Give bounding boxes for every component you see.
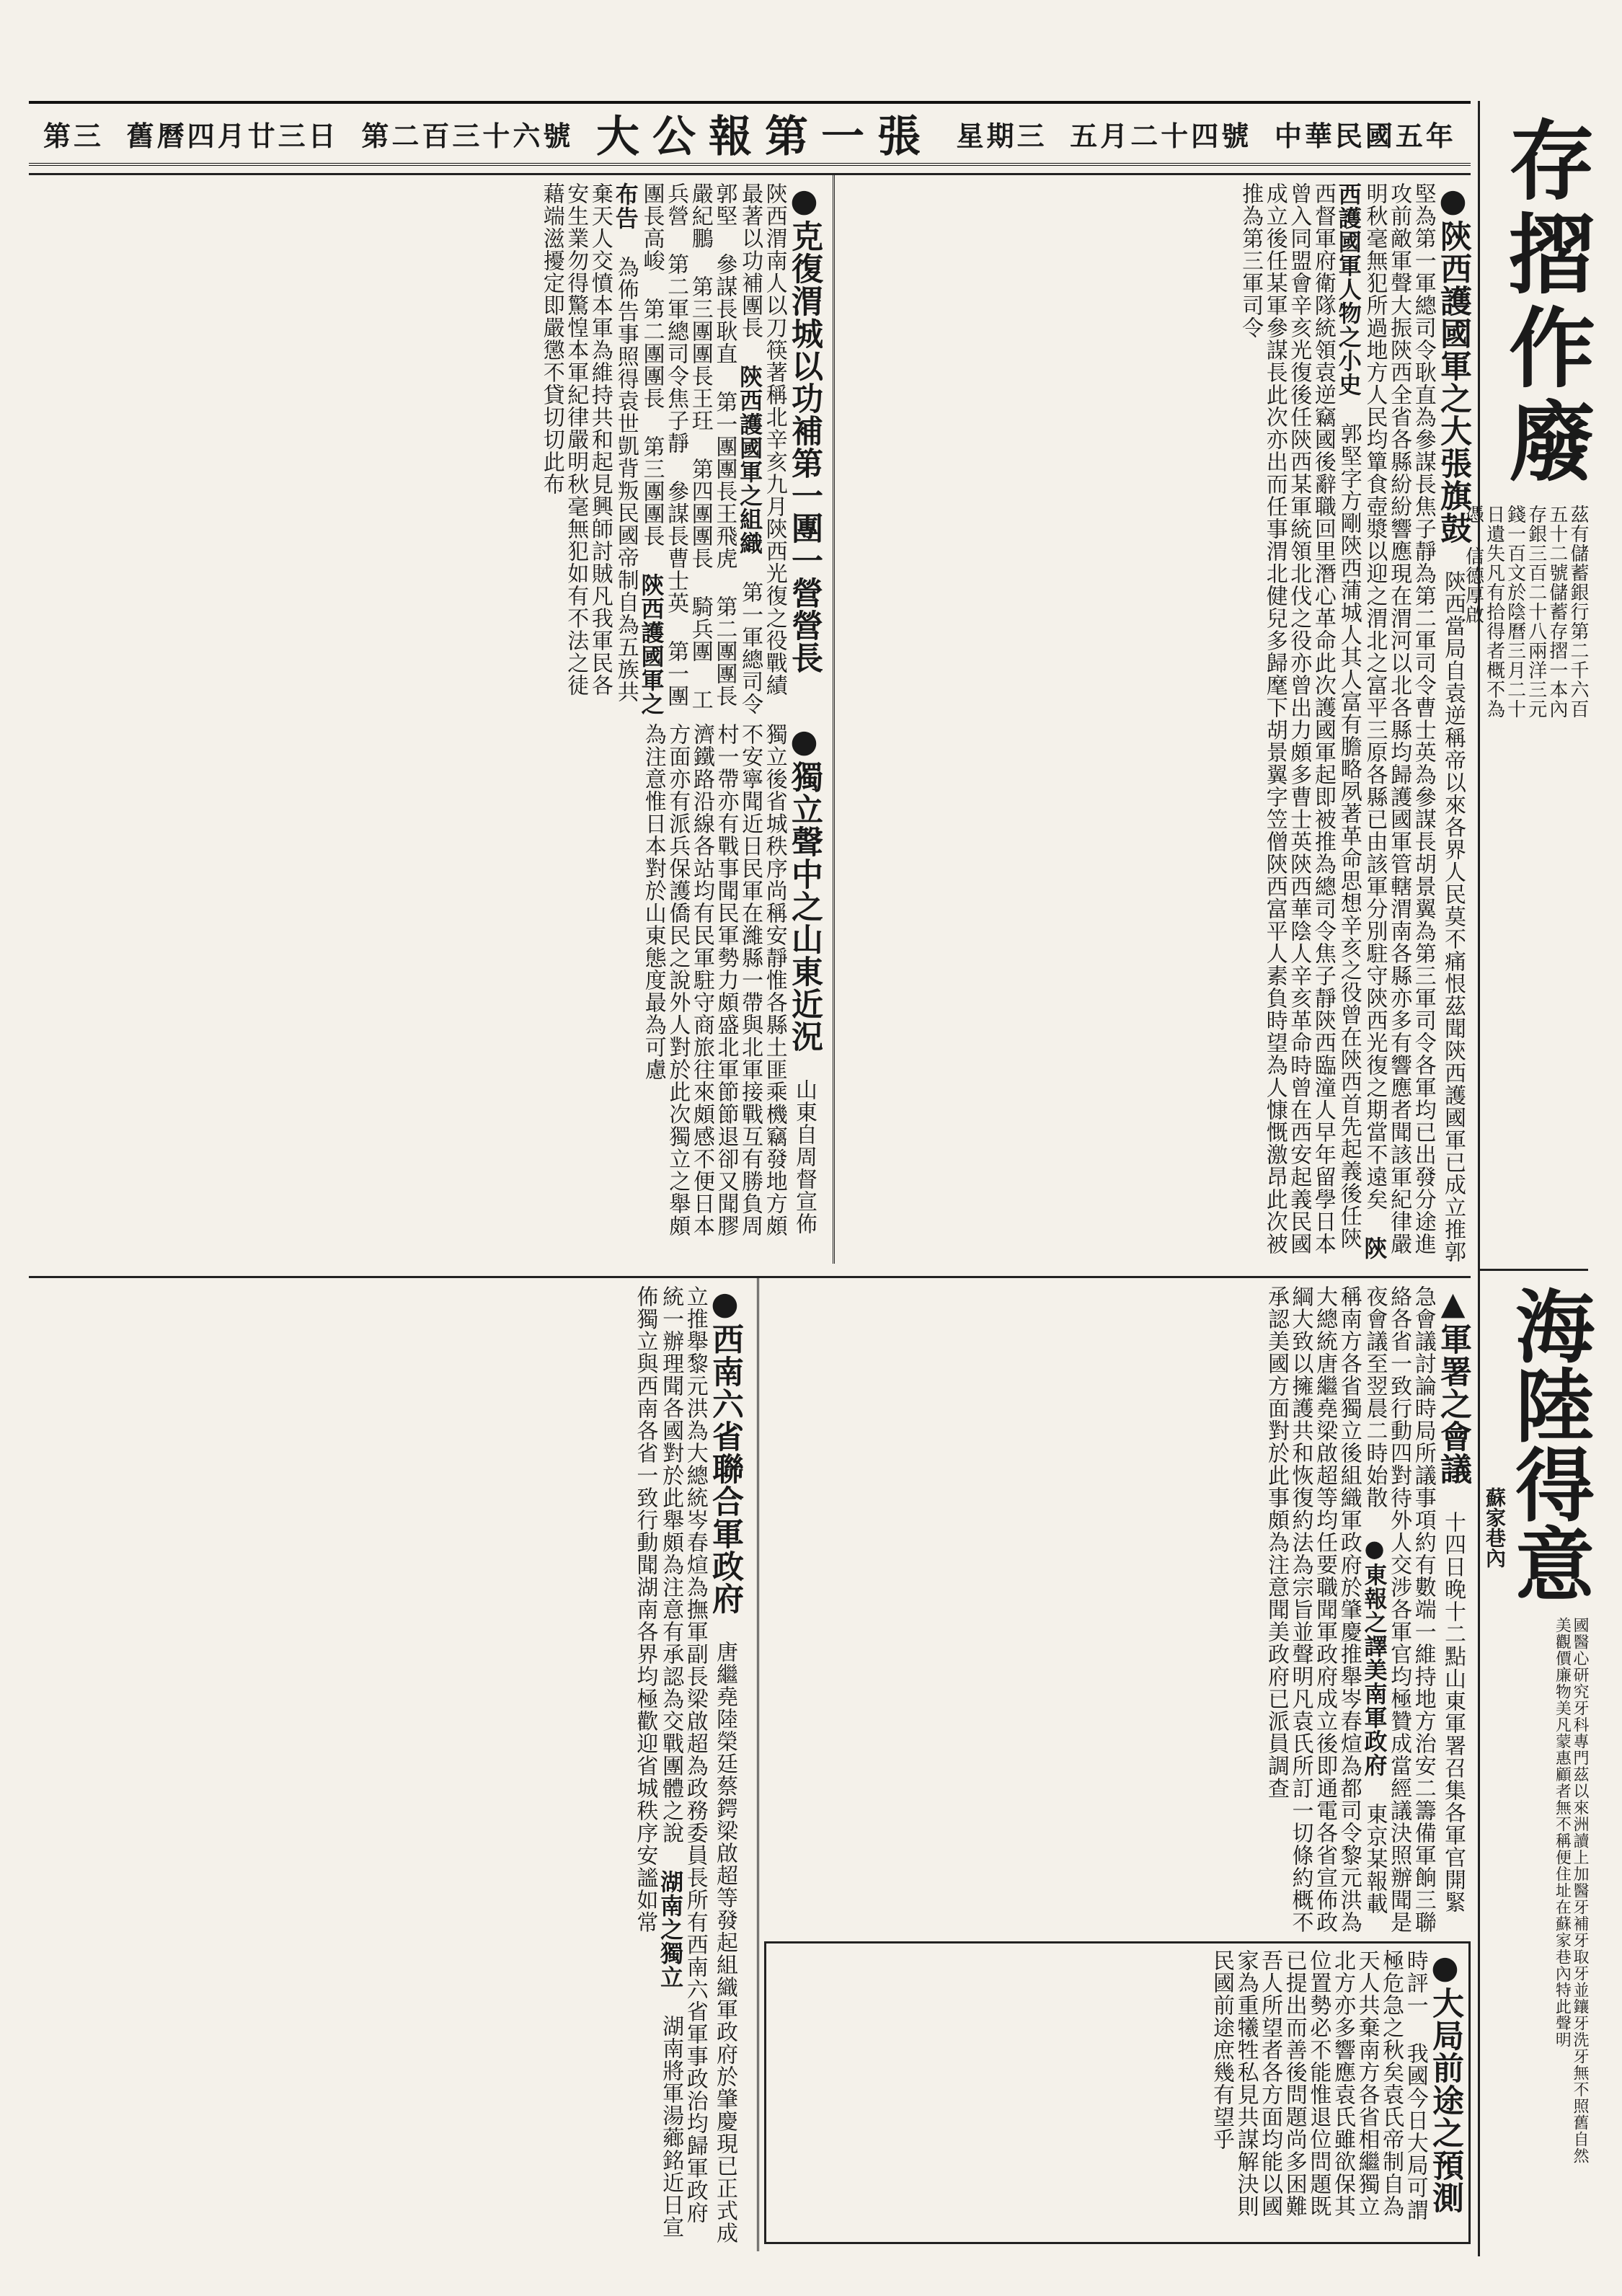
article-promotion — [29, 182, 822, 716]
body-proclamation: 為佈告事照得袁世凱背叛民國帝制自為五族共棄天人交憤本軍為維持共和起見興師討賊凡我軍民各安生業勿得驚惶本軍紀律嚴明秋毫無犯如有不法之徒藉端滋擾定即嚴懲不貸切切此布 — [539, 182, 639, 703]
lower-band — [29, 1276, 1471, 2259]
body-shaanxi: 陝西當局自袁逆稱帝以來各界人民莫不痛恨茲聞陝西護國軍已成立推郭堅為第一軍總司令耿直為參謀長焦子靜為第二軍司令曹士英為參謀長胡景翼為第三軍司令各軍均已出發分途進攻前敵軍聲大振陝西全省各縣紛紛響應現在渭河以北各縣均歸護國軍管轄渭南各縣亦多有響應者聞該軍紀律嚴明秋毫無犯所過地方人民均簞食壺漿以迎之渭北之富平三原各縣已由該軍分別駐守陝西光復之期當不遠矣 — [1362, 182, 1466, 1263]
body-shandong: 山東自周督宣佈獨立後省城秩序尚稱安靜惟各縣土匪乘機竊發地方頗不安寧聞近日民軍在濰縣一帶與北軍接戰互有勝負周村一帶亦有戰事聞民軍勢力頗盛北軍節節退卻又聞膠濟鐵路沿線各站均有民軍駐守商旅往來頗感不便日本方面亦有派兵保護僑民之說外人對於此次獨立之舉頗為注意惟日本對於山東態度最為可慮 — [640, 723, 817, 1237]
clinic-ad — [1480, 1269, 1595, 2208]
body-japanese-report: 東京某報載稱南方各省獨立後組織軍政府於肇慶推舉岑春煊為都司令黎元洪為大總統唐繼堯梁啟超等均任要職聞軍政府成立後即通電各省宣佈政綱大致以擁護共和恢復約法為宗旨並聲明凡袁氏所訂一切條約概不承認美國方面對於此事頗為注意聞美政府已派員調查 — [1263, 1285, 1388, 1933]
headline-southwest: ●西南六省聯合軍政府 — [706, 1285, 743, 1615]
body-promotion: 陝西渭南人以刀筷著稱北辛亥九月陝西光復之役戰績最著以功補團長 — [737, 182, 787, 696]
body-forecast: 時評一 我國今日大局可謂極危急之秋矣袁氏帝制自為天人共棄南方各省相繼獨立北方亦多響應袁氏雖欲保其位置勢必不能惟退位問題既已提出而善後問題尚多困難吾人所望者各方面均能以國家為重犧牲私見共謀解決則民國前途庶幾有望乎 — [1208, 1949, 1428, 2221]
headline-shaanxi: ●陝西護國軍之大張旗鼓 — [1435, 182, 1471, 544]
article-shaanxi — [836, 182, 1471, 1264]
article-shandong — [29, 723, 822, 1256]
headline-meeting: ▲軍署之會議 — [1435, 1285, 1471, 1485]
subhead-hunan: 湖南之獨立 — [657, 1870, 685, 1989]
masthead — [29, 101, 1471, 166]
lunar-date: 舊曆四月廿三日 — [126, 119, 339, 152]
article-forecast — [764, 1941, 1471, 2244]
date-gregorian: 五月二十四號 — [1070, 119, 1252, 152]
column-divider — [833, 175, 835, 1264]
article-meeting — [764, 1285, 1471, 1934]
column-divider-lower — [757, 1278, 759, 2251]
section-number: 第三 — [43, 119, 105, 152]
subhead-profiles: 陝西護國軍人物之小史 — [1334, 182, 1388, 1260]
ad-column — [1462, 101, 1596, 2256]
body-southwest: 唐繼堯陸榮廷蔡鍔梁啟超等發起組織軍政府於肇慶現已正式成立推舉黎元洪為大總統岑春煊為撫軍副長梁啟超為政務委員長所有西南六省軍事政治均歸軍政府統一辦理聞各國對於此舉頗為注意有承認為交戰團體之說 — [658, 1285, 737, 2244]
issue-number: 第二百三十六號 — [361, 119, 574, 152]
paper-name: 大公報第一張 — [595, 112, 934, 162]
body-organization: 第一軍總司令郭堅 參謀長耿直 第一團團長王飛虎 第二團團長嚴紀鵬 第三團團長王玨 第四團團長 騎兵團 工兵營 第二軍總司令焦子靜 參謀長曹士英 第一團團長高峻 第二團團長 第三團團長 — [639, 182, 763, 715]
subhead-japanese-report: ●東報之譯美南軍政府 — [1360, 1535, 1388, 1777]
clinic-note: 蘇家巷內 — [1483, 1487, 1507, 1568]
date-republic: 中華民國五年 — [1274, 119, 1456, 152]
headline-promotion: ●克復渭城以功補第一團一營營長 — [786, 182, 823, 674]
ad-title: 存摺作廢 — [1494, 115, 1596, 490]
headline-shandong: ●獨立聲中之山東近況 — [786, 723, 823, 1052]
body-meeting: 十四日晚十二點山東軍署召集各軍官開緊急會議討論時局所議事項約有數端一維持地方治安二籌備軍餉三聯絡各省一致行動四對待外人交涉各軍官均極贊成當經議決照辦聞是夜會議至翌晨二時始散 — [1362, 1285, 1466, 1933]
clinic-text: 國醫心研究牙科專門茲以來洲讀上加醫牙補牙取牙並鑲牙洗牙無不照舊自然美觀價廉物美凡蒙惠顧者無不稱便住址在蘇家巷內特此聲明 — [1553, 1617, 1589, 2164]
body-profiles: 郭堅字方剛陝西蒲城人其人富有膽略夙著革命思想辛亥之役曾在陝西首先起義後任陝西督軍府衛隊統領袁逆竊國後辭職回里潛心革命此次護國軍起即被推為總司令焦子靜陝西臨潼人早年留學日本曾入同盟會辛亥光復後任陝西某軍統領北伐之役亦曾出力頗多曹士英陝西華陰人辛亥革命時曾在西安起義民國成立後任某軍參謀長此次亦出而任事渭北健兒多歸麾下胡景翼字笠僧陝西富平人素負時望為人慷慨激昂此次被推為第三軍司令 — [1238, 182, 1362, 1255]
weekday: 星期三 — [956, 119, 1047, 152]
subhead-organization: 陝西護國軍之組織 — [736, 365, 764, 555]
newspaper-page — [29, 101, 1596, 2256]
body-hunan: 湖南將軍湯薌銘近日宣佈獨立與西南各省一致行動聞湖南各界均極歡迎省城秩序安謐如常 — [632, 1285, 684, 2238]
article-southwest — [29, 1285, 743, 2244]
upper-band — [29, 173, 1471, 1271]
clinic-name: 海陸得意 — [1502, 1285, 1595, 1603]
headline-forecast: ●大局前途之預測 — [1427, 1949, 1463, 2214]
subhead-proclamation: 陝西護國軍之布告 — [611, 182, 665, 716]
ad-notice: 茲有儲蓄銀行第二千六百五十二號儲蓄存摺一本內存銀三百二十八兩洋三元錢一百文於陰曆三月二十日遺失凡有拾得者概不為憑 信德厚啟 — [1462, 505, 1589, 719]
